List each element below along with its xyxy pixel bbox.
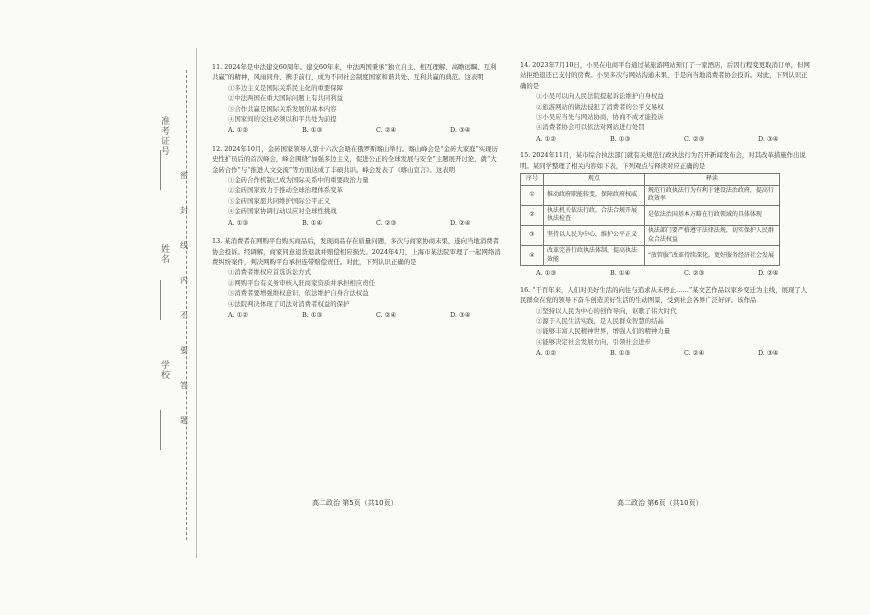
choice-b: B. ①③ (302, 310, 323, 319)
choice-c: C. ②③ (684, 134, 705, 143)
choice-row (212, 125, 502, 135)
page-footer-left: 高二政治 第5页（共10页） (312, 499, 398, 507)
table-header-row (521, 174, 780, 186)
question-stem: 12. 2024年10月，金砖国家领导人第十六次会晤在俄罗斯喀山举行。喀山峰会是“金砖大家庭”实现历史性扩员后的首次峰会，峰会围绕“加强多边主义，促进公正的全球发展与安全”主题展开讨论，就“大金砖合作”与“推进人文交流”等方面达成了丰硕共识。峰会发表了《喀山宣言》。这表明 (212, 144, 498, 174)
option: ①小吴可以向人民法院提起诉讼维护自身权益 (536, 92, 664, 101)
table-header: 序号 (521, 174, 544, 186)
cut-mark: 要 (180, 346, 188, 355)
cut-mark: 答 (180, 381, 188, 390)
choice-c: C. ②④ (376, 126, 397, 135)
choice-b: B. ①③ (610, 349, 631, 358)
table-row (521, 226, 780, 246)
choice-c: C. ②③ (684, 269, 705, 278)
table-row (521, 246, 780, 266)
choice-d: D. ②④ (450, 218, 471, 227)
interpretation-table (520, 173, 780, 266)
option: ②网购平台有义务审核入驻商家资质并承担相应责任 (228, 278, 375, 287)
fill-line (160, 280, 161, 320)
table-header: 释读 (644, 174, 779, 186)
table-cell: ④ (521, 246, 544, 266)
table-row (521, 185, 780, 205)
option: ②旅游网站的做法侵犯了消费者的公平交易权 (536, 102, 664, 111)
choice-a: A. ①② (536, 134, 557, 143)
choice-a: A. ①③ (536, 269, 557, 278)
table-row (521, 205, 780, 225)
choice-row (520, 348, 810, 358)
option: ③能够丰富人民精神世界，增强人们的精神力量 (536, 327, 671, 336)
question-11 (212, 62, 502, 136)
choice-d: D. ③④ (450, 310, 471, 319)
choice-b: B. ①④ (610, 269, 631, 278)
table-cell: 推动政府职能转变，保障政府权威 (544, 185, 645, 205)
option: ③小吴应当先与网站协商，协商不成才能投诉 (536, 113, 664, 122)
table-header: 观点 (544, 174, 645, 186)
choice-d: D. ③④ (758, 134, 779, 143)
option: ①金砖合作机制已成为国际关系中的重要政治力量 (228, 176, 369, 185)
cut-line (186, 70, 187, 540)
left-column (212, 62, 502, 322)
table-cell: 执法机关依法行政，合法合规开展执法检查 (544, 205, 645, 225)
choice-a: A. ①② (228, 126, 249, 135)
cut-mark: 线 (180, 241, 188, 250)
option: ③消费者要增强维权意识，依法维护自身合法权益 (228, 289, 369, 298)
option: ④金砖国家协调行动以应对全球性挑战 (228, 207, 337, 216)
choice-c: C. ②④ (376, 310, 397, 319)
cut-mark: 封 (180, 206, 188, 215)
option: ①多边主义是国际关系民主化的重要保障 (228, 83, 344, 92)
question-stem: 14. 2023年7月10日，小吴在电商平台通过某旅游网站预订了一家酒店，后因行程变更取消订单，但网站拒绝退还已支付的房费。小吴多次与网站沟通未果，于是向当地消费者协会投诉。对此，下列认识正确的是 (520, 61, 810, 90)
choice-b: B. ①③ (610, 134, 631, 143)
fill-line (160, 150, 161, 190)
question-14 (520, 60, 810, 144)
cut-mark: 不 (180, 311, 188, 320)
cut-mark: 内 (180, 276, 188, 285)
cut-mark: 题 (180, 416, 188, 425)
choice-a: A. ①② (536, 349, 557, 358)
choice-row (520, 268, 810, 278)
binding-strip (120, 60, 200, 600)
question-stem: 15. 2024年11月，某市综合执法部门就有关规范行政执法行为召开新闻发布会，对其改革措施作出说明。某同学整理了相关内容如下表，下列观点与释读对应正确的是 (520, 151, 806, 170)
option: ②源于人民生活实践，是人民群众智慧的结晶 (536, 317, 664, 326)
option: ③金砖国家愿共同维护国际公平正义 (228, 196, 331, 205)
table-cell: ② (521, 205, 544, 225)
table-cell: 规范行政执法行为有利于建设法治政府，提高行政效率 (644, 185, 779, 205)
option: ④法院判决体现了司法对消费者权益的保护 (228, 299, 350, 308)
binding-label-exam-number: 准考证号 (159, 116, 169, 156)
choice-d: D. ②④ (758, 269, 779, 278)
option: ④国家间的交往必须以和平共处为前提 (228, 115, 337, 124)
choice-a: A. ①③ (228, 218, 249, 227)
page-footer-right: 高二政治 第6页（共10页） (617, 499, 703, 507)
question-15 (520, 150, 810, 279)
table-cell: 改革完善行政执法体制，提高执法效能 (544, 246, 645, 266)
choice-d: D. ③④ (450, 126, 471, 135)
choice-row (520, 134, 810, 144)
question-stem: 16. “千百年来，人们对美好生活的向往与追求从未停止……”某文艺作品以家乡变迁为主线，展现了人民群众在党的领导下奋斗创造美好生活的生动图景，受到社会各界广泛好评。该作品 (520, 285, 808, 305)
option: ④能够决定社会发展方向，引领社会进步 (536, 337, 652, 346)
question-13 (212, 236, 502, 320)
question-16 (520, 285, 810, 359)
question-stem: 13. 某消费者在网购平台购买商品后，发现商品存在质量问题，多次与商家协商未果，遂向当地消费者协会投诉。经调解，商家同意退货退款并赔偿相应损失。2024年4月，上海市某法院审理了一起网络消费纠纷案件，判决网购平台承担连带赔偿责任。对此，下列认识正确的是 (212, 237, 501, 266)
table-cell: 执法部门要严格遵守法律法规，切实保护人民群众合法权益 (644, 226, 779, 246)
choice-c: C. ②③ (376, 218, 397, 227)
table-cell: 是依法治国基本方略在行政领域的具体体现 (644, 205, 779, 225)
option: ③合作共赢是国际关系发展的基本内容 (228, 104, 337, 113)
option: ④消费者协会可以依法对网站进行处罚 (536, 123, 645, 132)
cut-mark: 密 (180, 171, 188, 180)
choice-row (212, 218, 502, 228)
option: ①坚持以人民为中心的创作导向，讴歌了伟大时代 (536, 306, 677, 315)
table-cell: ③ (521, 226, 544, 246)
choice-d: D. ③④ (758, 349, 779, 358)
option: ②金砖国家致力于推动全球治理体系变革 (228, 186, 344, 195)
question-12 (212, 144, 502, 228)
table-cell: ① (521, 185, 544, 205)
choice-b: B. ①③ (302, 126, 323, 135)
choice-a: A. ①② (228, 310, 249, 319)
table-cell: 坚持以人民为中心，维护公平正义 (544, 226, 645, 246)
table-cell: “放管服”改革持续深化，更好服务经济社会发展 (644, 246, 779, 266)
option: ①消费者维权应首选诉讼方式 (228, 268, 312, 277)
choice-c: C. ②④ (684, 349, 705, 358)
binding-label-school: 学校 (159, 360, 169, 380)
question-stem: 11. 2024年是中法建交60周年。建交60年来，中法两国秉承“独立自主、相互理解、高瞻远瞩、互利共赢”的精神，风雨同舟、携手前行，成为不同社会制度国家和谐共处、互利共赢的典范。这表明 (212, 63, 497, 82)
option: ②中法两国在重大国际问题上有共同利益 (228, 94, 344, 103)
binding-label-name: 姓名 (159, 244, 169, 264)
choice-b: B. ①④ (302, 218, 323, 227)
fill-line (160, 410, 161, 450)
choice-row (212, 310, 502, 320)
right-column (520, 60, 810, 361)
